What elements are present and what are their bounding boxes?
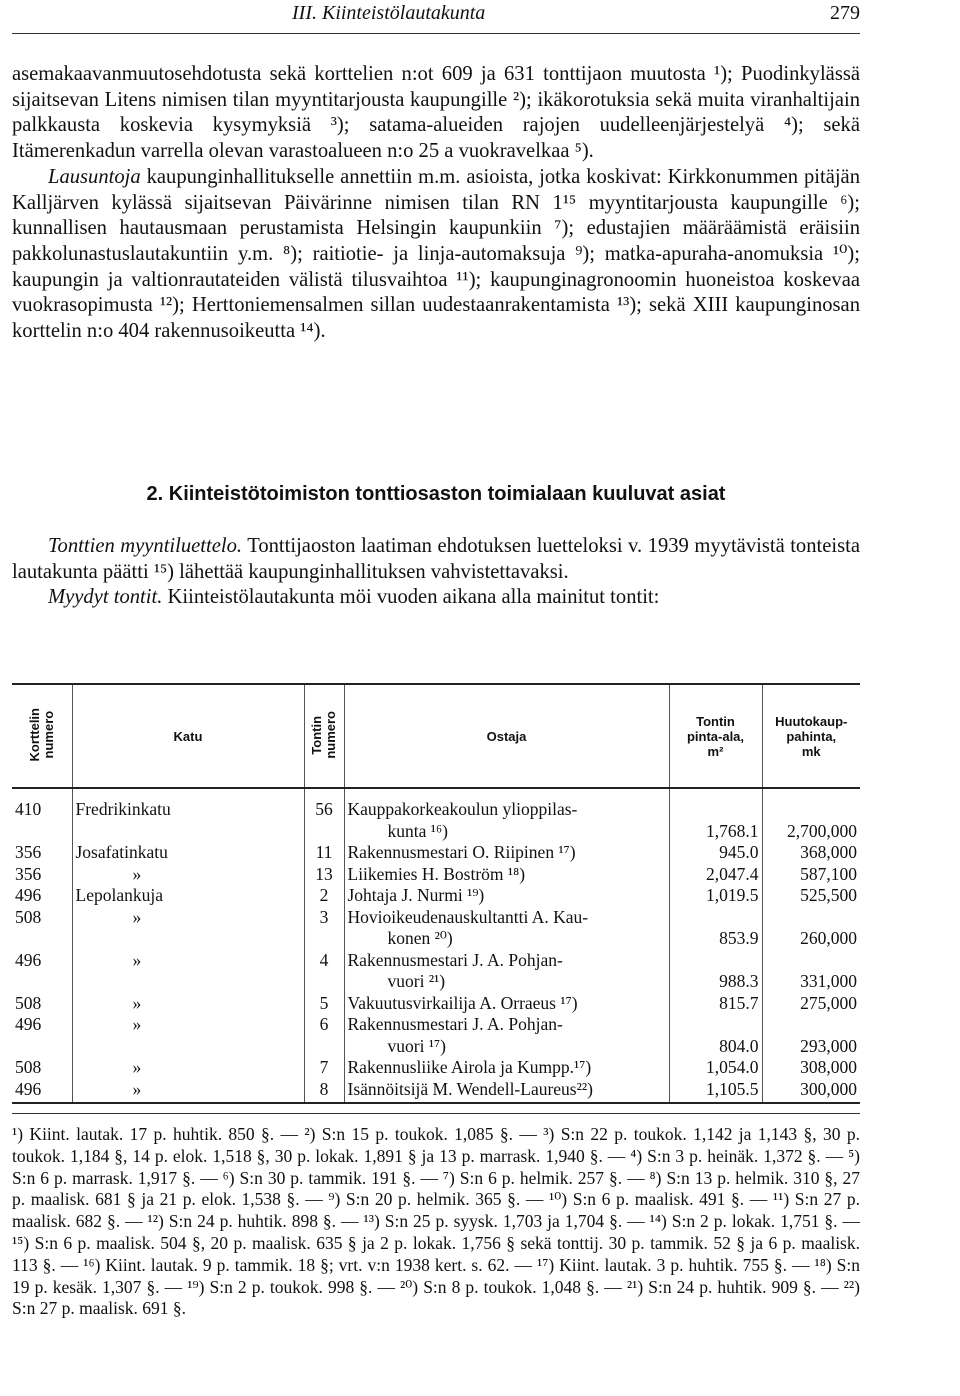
cell-tontti: 4 [304, 950, 344, 993]
page-number: 279 [830, 2, 860, 24]
buyer-line-1: Kauppakorkeakoulun ylioppilas- [347, 799, 578, 819]
cell-katu: Fredrikinkatu [72, 799, 304, 842]
col-header-ostaja: Ostaja [344, 684, 669, 788]
page-header [12, 2, 860, 32]
body-text [12, 62, 860, 345]
buyer-line-2: vuori ²¹) [387, 971, 446, 991]
buyer-line-1: Rakennusliike Airola ja Kumpp.¹⁷) [347, 1057, 592, 1077]
table-row [12, 1014, 860, 1057]
cell-hinta: 293,000 [800, 1035, 857, 1056]
cell-hinta: 260,000 [800, 928, 857, 948]
table-row [12, 864, 860, 886]
col-header-kortteli: Korttelin numero [12, 684, 72, 788]
cell-hinta: 587,100 [800, 863, 857, 884]
col-header-hinta: Huutokaup- pahinta, mk [762, 684, 860, 788]
table-row [12, 842, 860, 864]
cell-ala: 945.0 [669, 842, 762, 864]
table-row [12, 1079, 860, 1104]
cell-ostaja [344, 842, 669, 864]
cell-katu: » [72, 1014, 304, 1057]
table-row [12, 907, 860, 950]
table-spacer-row [12, 788, 860, 799]
cell-ala: 815.7 [669, 993, 762, 1015]
cell-katu: Lepolankuja [72, 885, 304, 907]
cell-ostaja [344, 1057, 669, 1079]
cell-hinta: 308,000 [800, 1057, 857, 1077]
cell-hinta: 525,500 [800, 885, 857, 905]
cell-tontti: 13 [304, 864, 344, 886]
cell-ala: 853.9 [669, 907, 762, 950]
cell-kortteli: 508 [12, 993, 72, 1015]
cell-ostaja [344, 1014, 669, 1057]
cell-katu: » [72, 1057, 304, 1079]
section-paragraph-1-lead: Tonttien myyntiluettelo. [48, 535, 243, 557]
cell-kortteli: 410 [12, 799, 72, 842]
cell-hinta: 2,700,000 [787, 820, 857, 841]
cell-ostaja [344, 799, 669, 842]
col-header-ala: Tontin pinta-ala, m² [669, 684, 762, 788]
cell-ostaja [344, 950, 669, 993]
cell-tontti: 7 [304, 1057, 344, 1079]
buyer-line-1: Johtaja J. Nurmi ¹⁹) [347, 885, 485, 905]
cell-ostaja [344, 864, 669, 886]
running-title: III. Kiinteistölautakunta [292, 2, 486, 24]
cell-tontti: 2 [304, 885, 344, 907]
buyer-line-2: konen ²⁰) [387, 928, 453, 948]
table-row [12, 799, 860, 842]
section-text [12, 534, 860, 611]
footnotes: ¹) Kiint. lautak. 17 p. huhtik. 850 §. — ²) S:n 15 p. toukok. 1,085 §. — ³) S:n 22 p. toukok. 1,142 ja 1,143 §, 30 p. toukok. 1,184 §, 14 p. elok. 1,518 §, 30 p. lokak. 1,891 § ja 13 p. marrask. 1,940 §. — ⁴) S:n 3 p. heinäk. 1,372 §. — ⁵) S:n 6 p. marrask. 1,917 §. — ⁶) S:n 30 p. tammik. 191 §. — ⁷) S:n 6 p. helmik. 257 §. — ⁸) S:n 13 p. helmik. 310 §, 27 p. maalisk. 681 § ja 21 p. elok. 1,538 §. — ⁹) S:n 20 p. helmik. 365 §. — ¹⁰) S:n 6 p. maalisk. 491 §. — ¹¹) S:n 27 p. maalisk. 682 §. — ¹²) S:n 24 p. huhtik. 898 §. — ¹³) S:n 25 p. syysk. 1,703 ja 1,704 §. — ¹⁴) S:n 2 p. lokak. 1,751 §. — ¹⁵) S:n 6 p. maalisk. 504 §, 20 p. maalisk. 635 § ja 2 p. lokak. 1,756 § sekä tonttij. 30 p. tammik. 52 § ja 6 p. maalisk. 113 §. — ¹⁶) Kiint. lautak. 9 p. tammik. 18 §; vrt. v:n 1938 kert. s. 62. — ¹⁷) Kiint. lautak. 3 p. huhtik. 755 §. — ¹⁸) S:n 19 p. kesäk. 1,307 §. — ¹⁹) S:n 2 p. toukok. 998 §. — ²⁰) S:n 8 p. toukok. 1,048 §. — ²¹) S:n 24 p. huhtik. 909 §. — ²²) S:n 27 p. maalisk. 691 §. [12, 1124, 860, 1319]
table-row [12, 950, 860, 993]
cell-ala: 1,768.1 [669, 799, 762, 842]
cell-ostaja [344, 993, 669, 1015]
footnote-rule [12, 1113, 860, 1114]
cell-kortteli: 496 [12, 1014, 72, 1057]
cell-tontti: 5 [304, 993, 344, 1015]
paragraph-1: asemakaavanmuutosehdotusta sekä korttelien n:ot 609 ja 631 tonttijaon muutosta ¹); Puodinkylässä sijaitsevan Litens nimisen tilan myyntitarjousta kaupungille ²); ikäkorotuksia sekä muita viranhaltijain palkkausta koskevia kysymyksiä ³); satama-alueiden rajojen uudelleenjärjestelyä ⁴); sekä Itämerenkadun varrella olevan varastoalueen n:o 25 a vuokravelkaa ⁵). [12, 63, 860, 163]
table-row [12, 885, 860, 907]
cell-kortteli: 508 [12, 907, 72, 950]
header-rule [12, 33, 860, 34]
cell-katu: Josafatinkatu [72, 842, 304, 864]
cell-hinta: 368,000 [800, 842, 857, 862]
buyer-line-2: kunta ¹⁶) [387, 820, 448, 841]
col-header-tontti: Tontin numero [304, 684, 344, 788]
buyer-line-1: Liikemies H. Boström ¹⁸) [347, 863, 526, 884]
cell-kortteli: 496 [12, 885, 72, 907]
paragraph-2-text: kaupunginhallitukselle annettiin m.m. asioista, jotka koskivat: Kirkkonummen pitäjän Kalljärven kylässä sijaitsevan Päivärinne nimisen tilan RN 1¹⁵ myyntitarjousta kaupungille ⁶); kunnallisen hautausmaan perustamista Helsingin kaupunkiin ⁷); edustajien määräämistä eräisiin pakkolunastuslautakuntiin y.m. ⁸); raitiotie- ja linja-automaksuja ⁹); matka-apuraha-anomuksia ¹⁰); kaupungin ja valtionrautateiden välistä tilusvaihtoa ¹¹); kaupunginagronoomin huoneistoa koskevaa vuokrasopimusta ¹²); Herttoniemensalmen sillan uudestaanrakentamista ¹³); sekä XIII kaupunginosan korttelin n:o 404 rakennusoikeutta ¹⁴). [12, 165, 860, 343]
cell-katu: » [72, 1079, 304, 1104]
cell-kortteli: 496 [12, 1079, 72, 1104]
cell-tontti: 8 [304, 1079, 344, 1104]
cell-kortteli: 356 [12, 842, 72, 864]
buyer-line-1: Hovioikeudenauskultantti A. Kau- [347, 906, 589, 927]
buyer-line-1: Rakennusmestari J. A. Pohjan- [347, 949, 563, 970]
cell-ala: 1,054.0 [669, 1057, 762, 1079]
section-paragraph-2 [12, 585, 860, 611]
paragraph-2-lead: Lausuntoja [48, 165, 141, 188]
cell-hinta: 300,000 [762, 1079, 860, 1104]
cell-ala: 804.0 [669, 1014, 762, 1057]
section-paragraph-2-text: Kiinteistölautakunta möi vuoden aikana alla mainitut tontit: [162, 586, 660, 608]
buyer-line-1: Isännöitsijä M. Wendell-Laureus²²) [347, 1078, 593, 1099]
buyer-line-1: Rakennusmestari O. Riipinen ¹⁷) [347, 842, 576, 862]
cell-katu: » [72, 950, 304, 993]
cell-tontti: 6 [304, 1014, 344, 1057]
cell-ala: 1,105.5 [669, 1079, 762, 1104]
col-header-katu: Katu [72, 684, 304, 788]
cell-ostaja [344, 885, 669, 907]
cell-ostaja [344, 1079, 669, 1104]
section-heading: 2. Kiinteistötoimiston tonttiosaston toimialaan kuuluvat asiat [146, 483, 726, 505]
cell-kortteli: 496 [12, 950, 72, 993]
cell-kortteli: 508 [12, 1057, 72, 1079]
section-paragraph-2-lead: Myydyt tontit. [48, 586, 163, 608]
cell-ala: 1,019.5 [669, 885, 762, 907]
section-paragraph-1-text: Tonttijaoston laatiman ehdotuksen luetteloksi v. 1939 myytävistä tonteista lautakunta päätti ¹⁵) lähettää kaupunginhallituksen vahvistettavaksi. [12, 535, 860, 583]
cell-ostaja [344, 907, 669, 950]
cell-kortteli: 356 [12, 864, 72, 886]
paragraph-2 [12, 165, 860, 345]
cell-ala: 988.3 [669, 950, 762, 993]
cell-tontti: 11 [304, 842, 344, 864]
cell-tontti: 3 [304, 907, 344, 950]
buyer-line-1: Vakuutusvirkailija A. Orraeus ¹⁷) [347, 992, 578, 1013]
cell-katu: » [72, 993, 304, 1015]
table-row [12, 1057, 860, 1079]
cell-hinta: 331,000 [800, 971, 857, 991]
cell-tontti: 56 [304, 799, 344, 842]
sold-plots-table [12, 683, 860, 1104]
cell-katu: » [72, 864, 304, 886]
table-header-row [12, 684, 860, 788]
cell-ala: 2,047.4 [669, 864, 762, 886]
cell-katu: » [72, 907, 304, 950]
section-paragraph-1 [12, 534, 860, 585]
table-row [12, 993, 860, 1015]
buyer-line-1: Rakennusmestari J. A. Pohjan- [347, 1014, 563, 1034]
buyer-line-2: vuori ¹⁷) [387, 1035, 446, 1056]
cell-hinta: 275,000 [800, 992, 857, 1013]
